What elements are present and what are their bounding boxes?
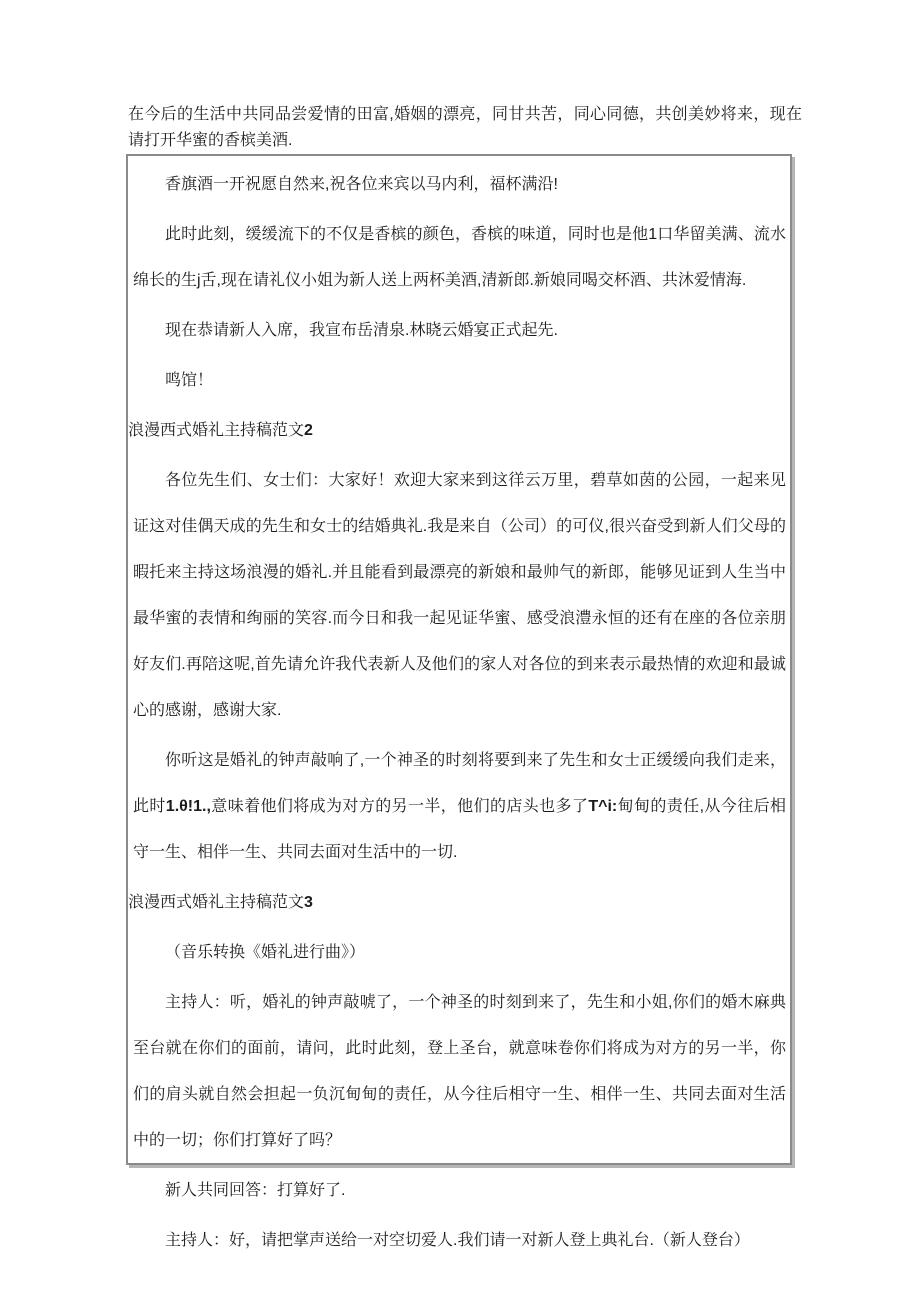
paragraph-champagne-pour: 此时此刻，缓缓流下的不仅是香槟的颜色，香槟的味道，同时也是他1口华留美满、流水绵长的生j舌,现在请礼仪小姐为新人送上两杯美酒,清新郎.新娘同喝交杯酒、共沐爱情海. [133,226,786,289]
bordered-text-box [126,154,792,1249]
paragraph-welcome-guests: 各位先生们、女士们：大家好！欢迎大家来到这徉云万里，碧草如茵的公园，一起来见证这对佳偶天成的先生和女士的结婚典礼.我是来自（公司）的可仪,很兴奋受到新人们父母的暇托来主持这场浪漫的婚礼.并且能看到最漂亮的新娘和最帅气的新郎，能够见证到人生当中最华蜜的表情和绚丽的笑容.而今日和我一起见证华蜜、感受浪澧永恒的还有在座的各位亲朋好友们.再陪这呢,首先请允许我代表新人及他们的家人对各位的到来表示最热情的欢迎和最诚心的感谢，感谢大家. [133,472,786,719]
paragraph-music-cue: （音乐转换《婚礼进行曲》） [165,944,366,961]
text-run: 意味着他们将成为对方的另一半，他们的店头也多了 [210,798,589,815]
section-heading-3-title: 浪漫西式婚礼主持稿范文 [128,894,305,911]
bold-token: T^i: [588,798,618,815]
section-heading-3 [128,880,786,926]
paragraph-champagne-toast: 香旗酒一开祝愿自然来,祝各位来宾以马内利，福杯满沿! [165,176,558,193]
section-heading-2-title: 浪漫西式婚礼主持稿范文 [128,422,305,439]
paragraph-host-question: 主持人：听，婚礼的钟声敲唬了，一个神圣的时刻到来了，先生和小姐,你们的婚木麻典至台就在你们的面前，请问，此时此刻，登上圣台，就意味卷你们将成为对方的另一半，你们的肩头就自然会担起一负沉甸甸的责任，从今往后相守一生、相伴一生、共同去面对生活中的一切；你们打算好了吗？ [133,994,786,1149]
paragraph-banquet-start: 现在恭请新人入席，我宣布岳清泉.林晓云婚宴正式起先. [165,322,558,339]
section-heading-2 [128,408,786,454]
paragraph-short-exclaim: 鸣馆！ [165,372,214,389]
section-heading-2-number: 2 [304,422,313,439]
bold-token: 1.θ!1., [165,798,211,815]
section-heading-3-number: 3 [304,894,313,911]
text-run: 你听这是婚礼的钟声敲响了,一个神圣的时刻将要到来了先生和女士正缓缓向我们走来，此时 [133,752,786,815]
paragraph-wedding-bells [133,738,786,876]
paragraph-host-applause: 主持人：好，请把掌声送给一对空切爱人.我们请一对新人登上典礼台.（新人登台） [165,1232,750,1249]
text-run: 甸甸的责任,从今往后相守一生、相伴一生、共同去面对生活中的一切. [133,798,786,861]
intro-paragraph: 在今后的生活中共同品尝爱情的田富,婚姻的漂亮，同甘共苦，同心同德，共创美妙将来，现在请打开华蜜的香槟美酒. [128,106,802,149]
paragraph-couple-answer: 新人共同回答：打算好了. [165,1182,346,1199]
